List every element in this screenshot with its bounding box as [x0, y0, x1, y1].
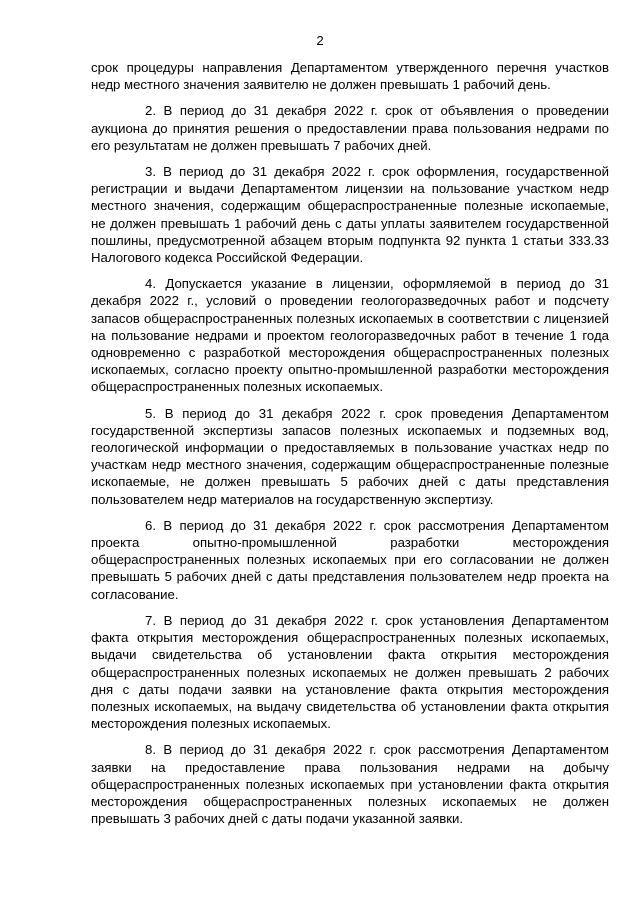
- page-number: 2: [316, 33, 324, 48]
- paragraph-continuation: срок процедуры направления Департаментом утвержденного перечня участков недр местного значения заявителю не должен превышать 1 рабочий день.: [91, 60, 609, 93]
- paragraph-5: 5. В период до 31 декабря 2022 г. срок проведения Департаментом государственной экспертизы запасов полезных ископаемых и подземных вод, геологической информации о предоставляемых в пользование участках недр по участкам недр местного значения, содержащим общераспространенные полезные ископаемые, не должен превышать 5 рабочих дней с даты представления пользователем недр материалов на государственную экспертизу.: [91, 405, 609, 507]
- paragraph-6: 6. В период до 31 декабря 2022 г. срок рассмотрения Департаментом проекта опытно-промышленной разработки месторождения общераспространенных полезных ископаемых при его согласовании не должен превышать 5 рабочих дней с даты представления пользователем недр проекта на согласование.: [91, 517, 609, 602]
- document-body: [91, 59, 609, 836]
- paragraph-3: 3. В период до 31 декабря 2022 г. срок оформления, государственной регистрации и выдачи Департаментом лицензии на пользование участком недр местного значения, содержащим общераспространенные полезные ископаемые, не должен превышать 1 рабочий день с даты уплаты заявителем государственной пошлины, предусмотренной абзацем вторым подпункта 92 пункта 1 статьи 333.33 Налогового кодекса Российской Федерации.: [91, 164, 609, 266]
- paragraph-7: 7. В период до 31 декабря 2022 г. срок установления Департаментом факта открытия месторождения общераспространенных полезных ископаемых, выдачи свидетельства об установлении факта открытия месторождения общераспространенных полезных ископаемых не должен превышать 2 рабочих дня с даты подачи заявки на установление факта открытия месторождения полезных ископаемых, на выдачу свидетельства об установлении факта открытия месторождения полезных ископаемых.: [91, 612, 609, 732]
- paragraph-8: 8. В период до 31 декабря 2022 г. срок рассмотрения Департаментом заявки на предоставление права пользования недрами на добычу общераспространенных полезных ископаемых при установлении факта открытия месторождения общераспространенных полезных ископаемых не должен превышать 3 рабочих дней с даты подачи указанной заявки.: [91, 742, 609, 827]
- paragraph-2: 2. В период до 31 декабря 2022 г. срок от объявления о проведении аукциона до принятия решения о предоставлении права пользования недрами по его результатам не должен превышать 7 рабочих дней.: [91, 103, 609, 153]
- paragraph-4: 4. Допускается указание в лицензии, оформляемой в период до 31 декабря 2022 г., условий о проведении геологоразведочных работ и подсчету запасов общераспространенных полезных ископаемых в соответствии с лицензией на пользование недрами и проектом геологоразведочных работ в течение 1 года одновременно с разработкой месторождения общераспространенных полезных ископаемых, согласно проекту опытно-промышленной разработки месторождения общераспространенных полезных ископаемых.: [91, 276, 609, 395]
